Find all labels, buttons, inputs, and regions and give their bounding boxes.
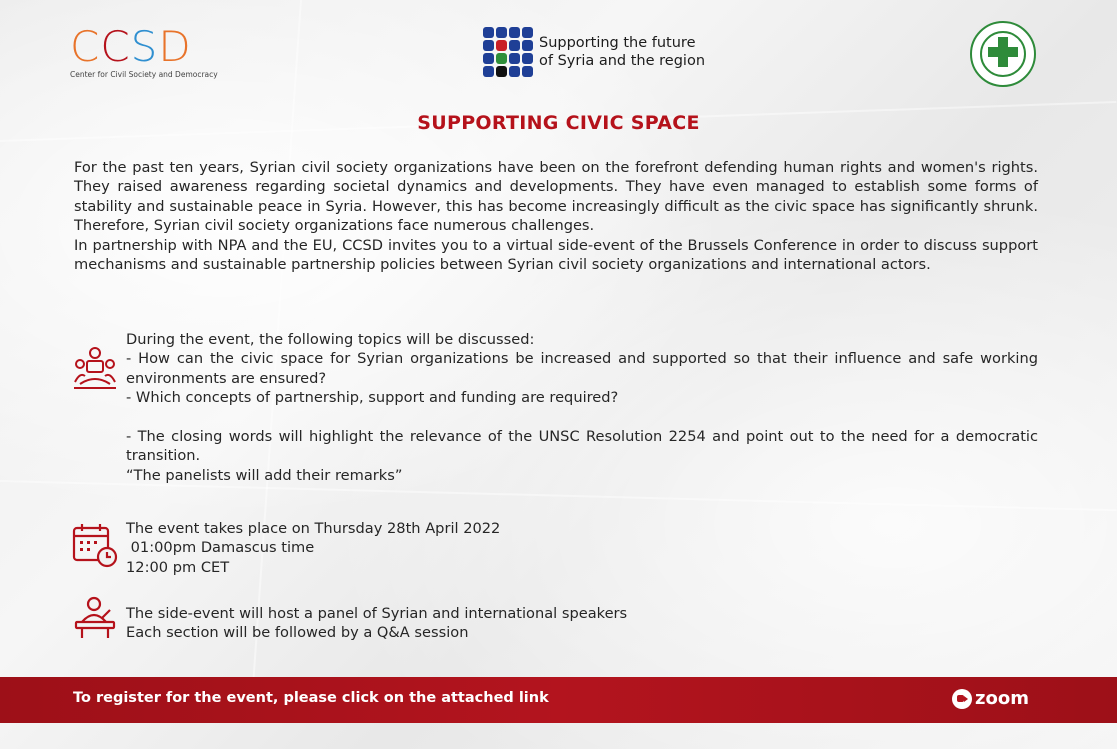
zoom-logo[interactable]	[952, 688, 1029, 709]
ccsd-letter: C	[70, 22, 101, 71]
green-cross-emblem-icon	[970, 21, 1036, 87]
panel-description: The side-event will host a panel of Syrian and international speakers	[126, 605, 628, 622]
panelists-quote: “The panelists will add their remarks”	[126, 466, 403, 484]
ccsd-letter: C	[100, 22, 131, 71]
topic-item: - How can the civic space for Syrian organizations be increased and supported so that their influence and safe working environments are ensured?	[126, 350, 1038, 387]
partner-logo	[483, 27, 705, 77]
ccsd-letter: S	[130, 22, 159, 71]
ccsd-letter: D	[158, 22, 192, 71]
schedule-section	[126, 519, 1038, 577]
intro-paragraph: In partnership with NPA and the EU, CCSD invites you to a virtual side-event of the Brussels Conference in order to discuss support mechanisms and sustainable partnership policies between Syrian civil society organizations and international actors.	[74, 236, 1038, 274]
event-time-damascus: 01:00pm Damascus time	[126, 539, 315, 557]
register-link-text[interactable]: To register for the event, please click on the attached link	[73, 690, 549, 706]
ccsd-logo	[70, 22, 230, 82]
topic-item: - Which concepts of partnership, support and funding are required?	[126, 389, 619, 407]
closing-remark: - The closing words will highlight the relevance of the UNSC Resolution 2254 and point out to the need for a democratic transition.	[126, 428, 1038, 465]
topics-section	[126, 330, 1038, 485]
speaker-podium-icon	[72, 596, 118, 640]
zoom-camera-icon	[952, 689, 972, 709]
dot-grid-icon	[483, 27, 533, 77]
intro-paragraph: For the past ten years, Syrian civil society organizations have been on the forefront defending human rights and women's rights. They raised awareness regarding societal dynamics and developments. They have even managed to establish some forms of stability and sustainable peace in Syria. However, this has become increasingly difficult as the civic space has significantly shrunk. Therefore, Syrian civil society organizations face numerous challenges.	[74, 159, 1038, 235]
intro-text	[74, 158, 1038, 274]
event-time-cet: 12:00 pm CET	[126, 558, 230, 576]
page-title: SUPPORTING CIVIC SPACE	[417, 112, 700, 134]
panel-section	[126, 604, 1038, 643]
partner-logo-line2: of Syria and the region	[539, 53, 706, 69]
ccsd-logo-letters	[70, 22, 230, 71]
ccsd-tagline: Center for Civil Society and Democracy	[70, 70, 218, 79]
zoom-label: zoom	[975, 688, 1029, 709]
topics-heading: During the event, the following topics will be discussed:	[126, 331, 535, 348]
discussion-group-icon	[72, 344, 118, 390]
event-date: The event takes place on Thursday 28th April 2022	[126, 520, 501, 537]
footer-bar	[0, 677, 1117, 723]
qa-note: Each section will be followed by a Q&A session	[126, 624, 469, 642]
partner-logo-line1: Supporting the future	[539, 35, 696, 51]
calendar-clock-icon	[72, 522, 118, 568]
